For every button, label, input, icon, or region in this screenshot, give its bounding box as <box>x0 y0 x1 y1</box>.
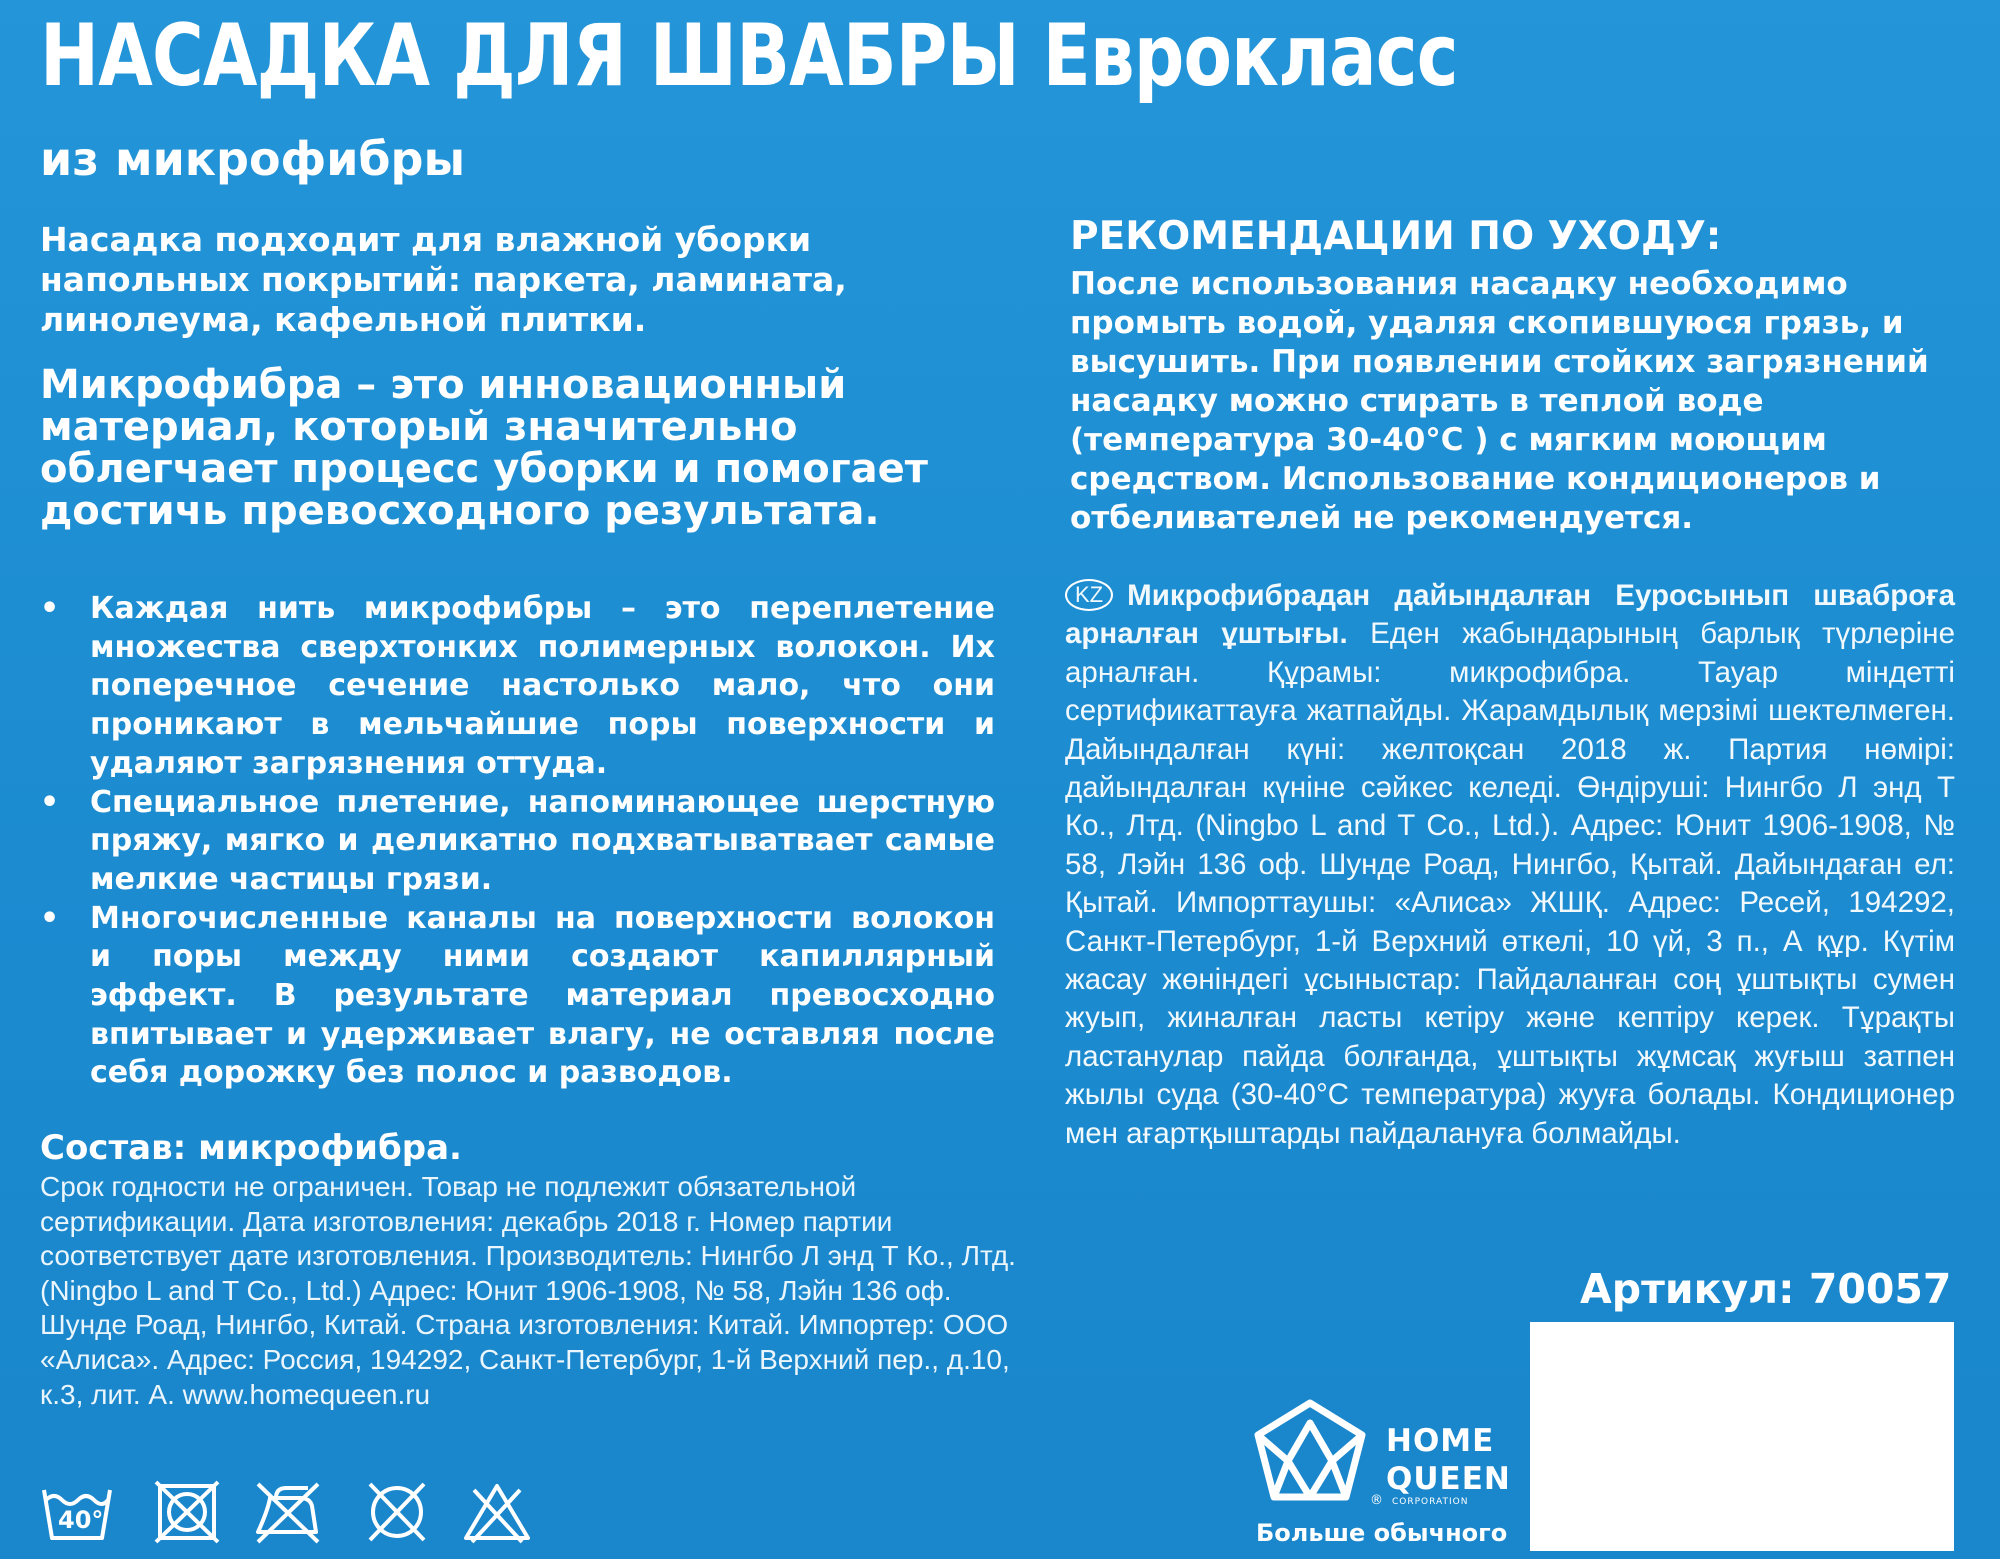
kz-lead-text: Микрофибрадан дайындалған Еуросынып шваброға арналған ұштығы. <box>1065 579 1955 651</box>
kazakh-info-block <box>1065 577 1955 1153</box>
product-subtitle: из микрофибры <box>40 132 466 186</box>
list-item <box>40 784 995 900</box>
list-item <box>40 590 995 784</box>
legal-info-ru: Срок годности не ограничен. Товар не подлежит обязательной сертификации. Дата изготовления: декабрь 2018 г. Номер партии соответствует дате изготовления. Производитель: Нингбо Л энд Т Ко., Лтд. (Ningbo L and T Co., Ltd.) Адрес: Юнит 1906-1908, № 58, Лэйн 136 оф. Шунде Роад, Нингбо, Китай. Страна изготовления: Китай. Импортер: ООО «Алиса». Адрес: Россия, 194292, Санкт-Петербург, 1-й Верхний пер., д.10, к.3, лит. А. www.homequeen.ru <box>40 1171 1016 1410</box>
feature-text: Многочисленные каналы на поверхности волокон и поры между ними создают капиллярный эффект. В результате материал превосходно впитывает и удерживает влагу, не оставляя после себя дорожку без полос и разводов. <box>90 900 995 1091</box>
wash-40-icon <box>40 1480 114 1544</box>
kz-body-text: Еден жабындарының барлық түрлеріне арналған. Құрамы: микрофибра. Тауар міндетті сертификаттауға жатпайды. Жарамдылық мерзімі шектелмеген. Дайындалған күні: желтоқсан 2018 ж. Партия нөмірі: дайындалған күніне сәйкес келеді. Өндіруші: Нингбо Л энд Т Ко., Лтд. (Ningbo L and T Co., Ltd.). Адрес: Юнит 1906-1908, № 58, Лэйн 136 оф. Шунде Роад, Нингбо, Қытай. Дайындаған ел: Қытай. Импорттаушы: «Алиса» ЖШҚ. Адрес: Ресей, 194292, Санкт-Петербург, 1-й Верхний өткелі, 10 үй, 3 п., А құр. Күтім жасау жөніндегі ұсыныстар: Пайдаланған соң ұштықты сумен жуып, жиналған ласты кетіру және кептіру керек. Тұрақты ластанулар пайда болғанда, ұштықты жұмсақ жуғыш затпен жылы суда (30-40°С температура) жууға болады. Кондиционер мен ағартқыштарды пайдалануға болмайды. <box>1065 617 1955 1150</box>
brand-name-queen: QUEEN <box>1386 1461 1511 1497</box>
feature-list <box>40 590 995 1093</box>
article-number: Артикул: 70057 <box>1580 1265 1952 1313</box>
barcode-area <box>1530 1322 1954 1551</box>
registered-mark: ® <box>1370 1493 1383 1508</box>
composition-heading: Состав: микрофибра. <box>40 1128 462 1168</box>
care-text: После использования насадку необходимо промыть водой, удаляя скопившуюся грязь, и высушить. При появлении стойких загрязнений насадку можно стирать в теплой воде (температура 30-40°С ) с мягким моющим средством. Использование кондиционеров и отбеливателей не рекомендуется. <box>1070 266 1929 536</box>
bullet-mark: • <box>40 784 60 820</box>
feature-text: Каждая нить микрофибры – это переплетение множества сверхтонких полимерных волокон. Их поперечное сечение настолько мало, что они проникают в мельчайшие поры поверхности и удаляют загрязнения оттуда. <box>90 591 995 781</box>
intro-text: Насадка подходит для влажной уборки напольных покрытий: паркета, ламината, линолеума, кафельной плитки. <box>40 220 847 339</box>
brand-name-home: HOME <box>1386 1423 1495 1459</box>
brand-corporation: CORPORATION <box>1392 1497 1469 1507</box>
crown-logo-icon <box>1250 1395 1370 1505</box>
care-symbols <box>40 1480 560 1550</box>
kz-language-badge: KZ <box>1065 579 1113 611</box>
feature-text: Специальное плетение, напоминающее шерстную пряжу, мягко и деликатно подхватыватвает самые мелкие частицы грязи. <box>90 784 995 897</box>
care-heading: РЕКОМЕНДАЦИИ ПО УХОДУ: <box>1070 214 1722 259</box>
list-item <box>40 900 995 1094</box>
brand-slogan: Больше обычного <box>1256 1519 1508 1547</box>
no-iron-icon <box>250 1480 324 1544</box>
bullet-mark: • <box>40 591 60 626</box>
product-title: НАСАДКА ДЛЯ ШВАБРЫ Еврокласс <box>40 6 1458 106</box>
brand-logo-block <box>1250 1395 1510 1555</box>
no-dry-clean-icon <box>360 1480 434 1544</box>
description-column <box>40 220 990 532</box>
wash-temperature: 40° <box>58 1506 104 1534</box>
no-bleach-icon <box>460 1480 534 1544</box>
bullet-mark: • <box>40 900 60 936</box>
no-tumble-dry-icon <box>150 1480 224 1544</box>
microfiber-about-text: Микрофибра – это инновационный материал, который значительно облегчает процесс уборки и помогает достичь превосходного результата. <box>40 362 928 534</box>
